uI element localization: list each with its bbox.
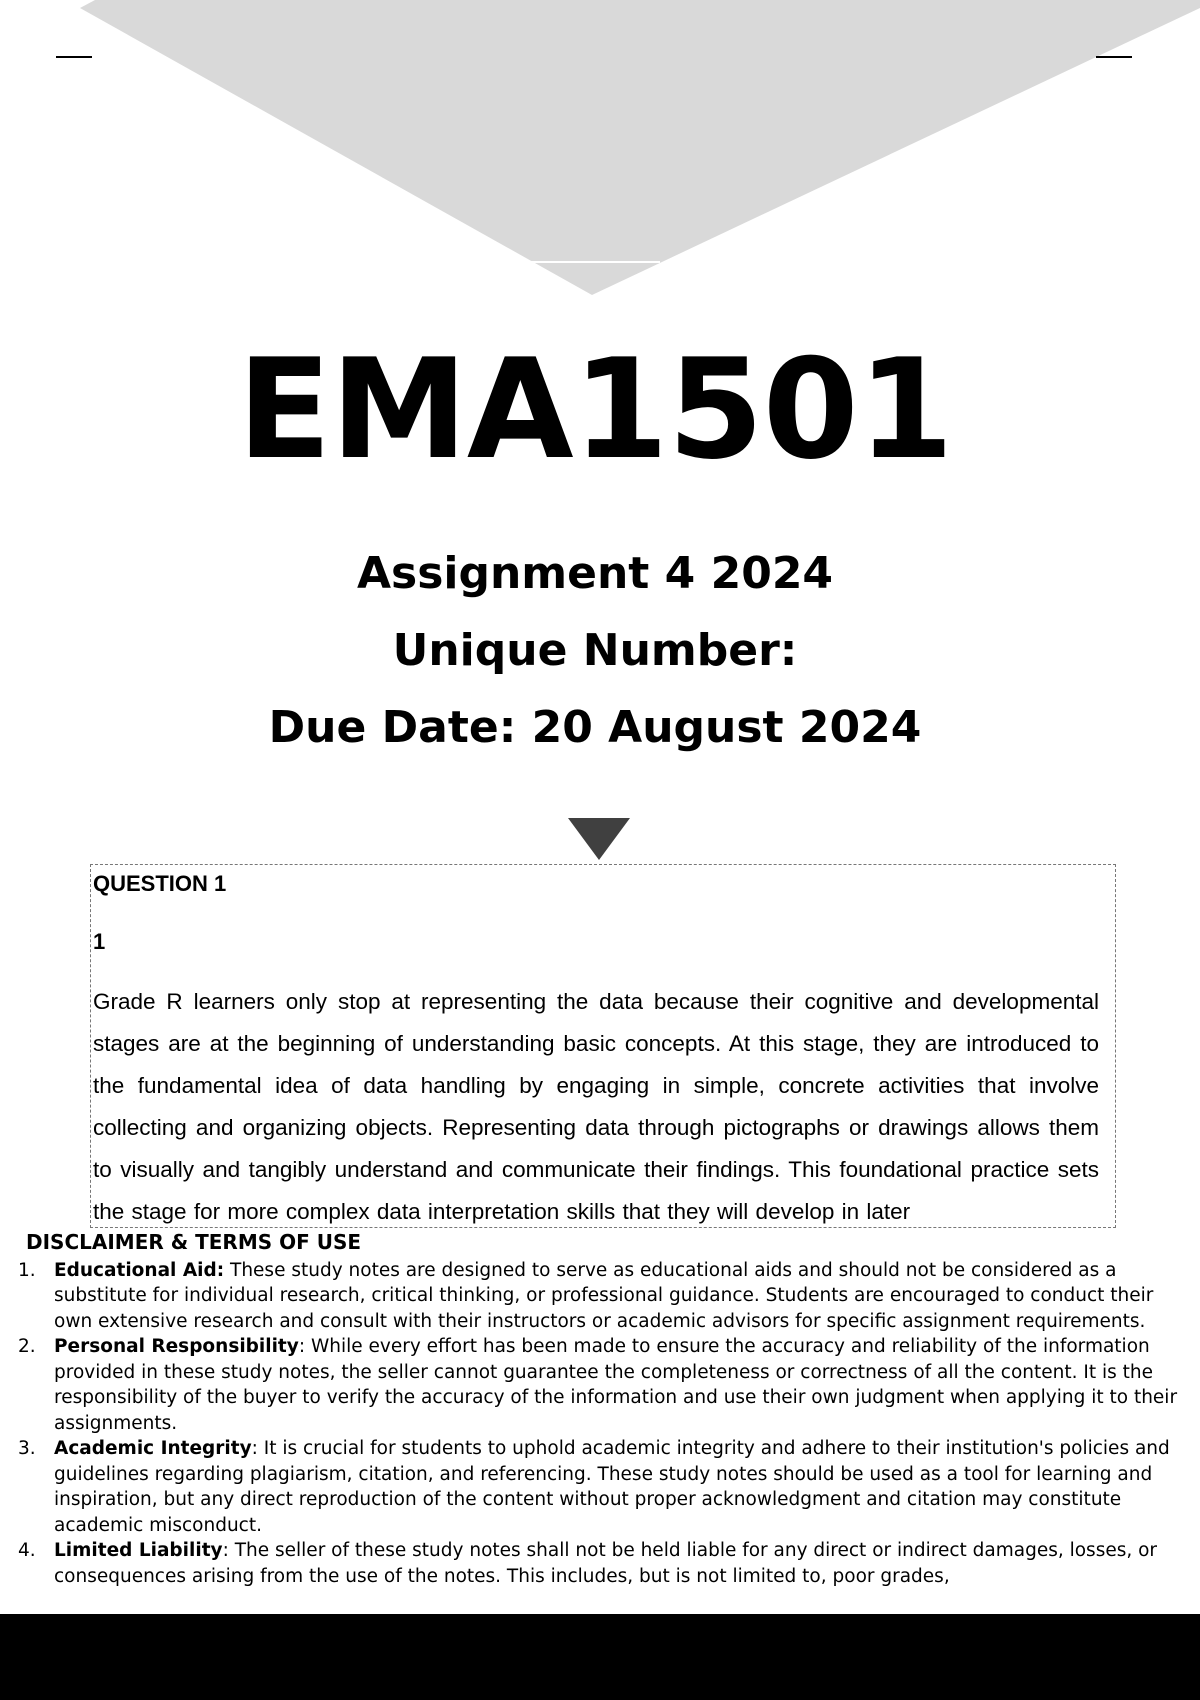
due-date: Due Date: 20 August 2024 xyxy=(268,702,922,753)
question-title: QUESTION 1 xyxy=(93,871,227,896)
disclaimer-item-text: : It is crucial for students to uphold academic integrity and adhere to their institution's policies and guidelines regarding plagiarism, citation, and referencing. These study notes should be used as a tool for learning and inspiration, but any direct reproduction of the content without proper acknowledgment and citation may constitute academic misconduct. xyxy=(54,1438,1170,1536)
disclaimer-item-heading: Limited Liability xyxy=(54,1540,223,1561)
disclaimer-item-number: 4. xyxy=(18,1540,36,1561)
disclaimer-item-heading: Personal Responsibility xyxy=(54,1336,299,1357)
disclaimer-item-text: : While every effort has been made to ensure the accuracy and reliability of the information provided in these study notes, the seller cannot guarantee the completeness or correctness of all the content. It is the responsibility of the buyer to verify the accuracy of the information and use their own judgment when applying it to their assignments. xyxy=(54,1336,1178,1434)
footer-bar xyxy=(0,1614,1200,1700)
disclaimer-item xyxy=(18,1436,1188,1538)
corner-rule-right xyxy=(1096,56,1132,58)
disclaimer-title: DISCLAIMER & TERMS OF USE xyxy=(26,1230,362,1254)
disclaimer-list xyxy=(18,1258,1188,1590)
disclaimer-item-number: 3. xyxy=(18,1438,36,1459)
corner-rule-left xyxy=(56,56,92,58)
question-number: 1 xyxy=(93,929,106,954)
disclaimer-item-heading: Academic Integrity xyxy=(54,1438,252,1459)
down-triangle-icon xyxy=(568,818,630,860)
disclaimer-item xyxy=(18,1258,1188,1335)
disclaimer-section xyxy=(18,1230,1188,1589)
assignment-title: Assignment 4 2024 xyxy=(356,548,834,599)
chevron-banner-icon xyxy=(0,0,1200,300)
disclaimer-item-number: 1. xyxy=(18,1259,36,1281)
question-preview xyxy=(90,864,1116,1228)
disclaimer-item-heading: Educational Aid: xyxy=(54,1259,225,1281)
disclaimer-item-number: 2. xyxy=(18,1336,36,1357)
question-answer-text: Grade R learners only stop at representing the data because their cognitive and developmental stages are at the beginning of understanding basic concepts. At this stage, they are introduced to the fundamental idea of data handling by engaging in simple, concrete activities that involve collecting and organizing objects. Representing data through pictographs or drawings allows them to visually and tangibly understand and communicate their findings. This foundational practice sets the stage for more complex data interpretation skills that they will develop in later xyxy=(93,989,1099,1224)
disclaimer-item-text: These study notes are designed to serve as educational aids and should not be considered as a substitute for individual research, critical thinking, or professional guidance. Students are encouraged to conduct their own extensive research and consult with their instructors or academic advisors for specific assignment requirements. xyxy=(54,1259,1154,1332)
disclaimer-item xyxy=(18,1334,1188,1436)
course-code: EMA1501 xyxy=(237,329,953,490)
unique-number-label: Unique Number: xyxy=(392,625,798,676)
disclaimer-item-text: : The seller of these study notes shall not be held liable for any direct or indirect damages, losses, or consequences arising from the use of the notes. This includes, but is not limited to, poor grades, xyxy=(54,1540,1158,1587)
disclaimer-item xyxy=(18,1538,1188,1589)
